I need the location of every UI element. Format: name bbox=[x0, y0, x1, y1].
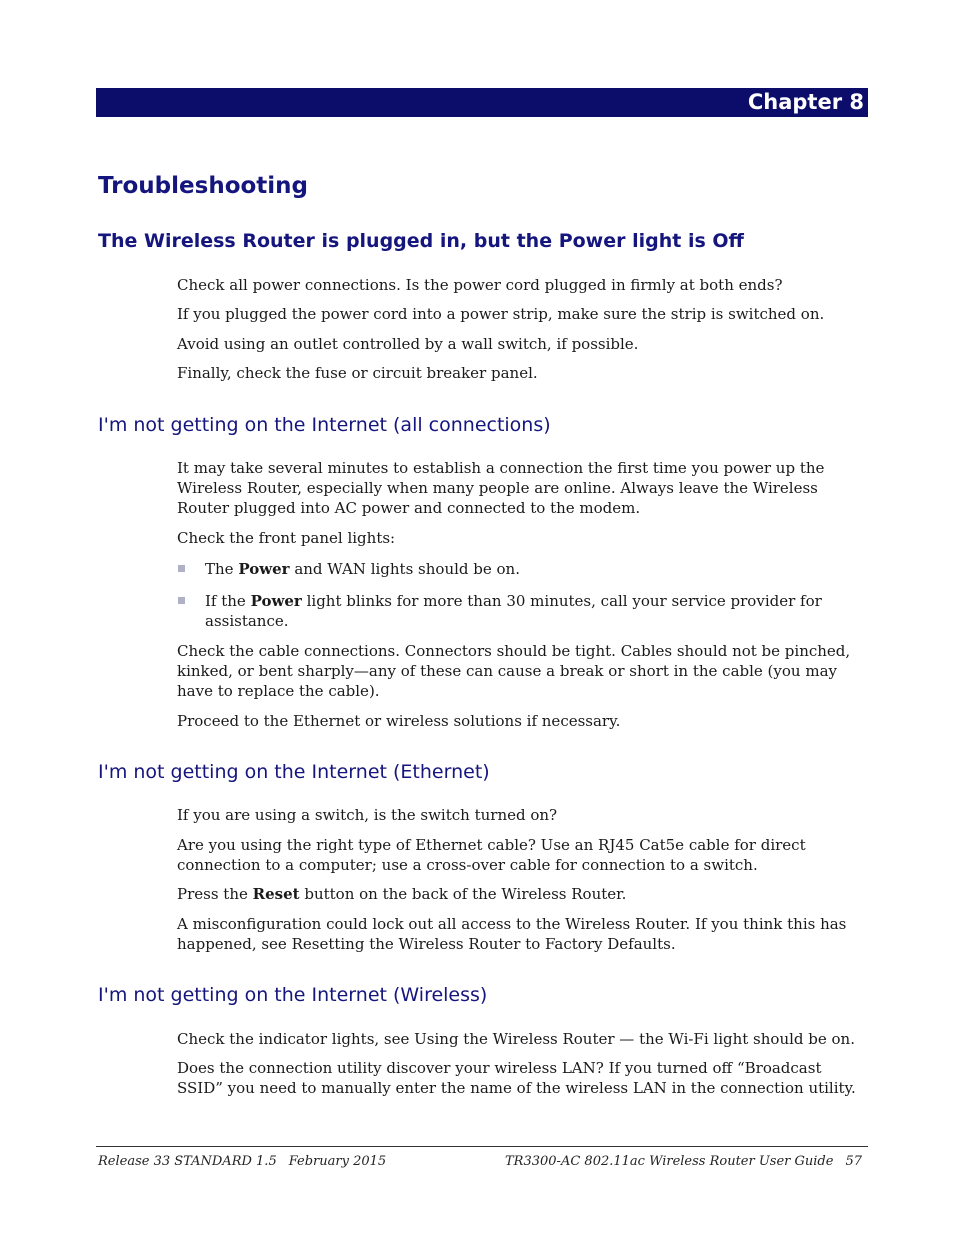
page-title: Troubleshooting bbox=[98, 173, 309, 199]
paragraph: Check the cable connections. Connectors should be tight. Cables should not be pinched, kinked, or bent sharply—any of these can cause a break or short in the cable (you may have to replace the cable). bbox=[177, 642, 851, 700]
section-heading-power-light: The Wireless Router is plugged in, but the Power light is Off bbox=[98, 230, 744, 252]
paragraph: Are you using the right type of Ethernet cable? Use an RJ45 Cat5e cable for direct connection to a computer; use a cross-over cable for connection to a switch. bbox=[177, 836, 806, 874]
chapter-label: Chapter 8 bbox=[747, 90, 864, 114]
section-heading-wireless: I'm not getting on the Internet (Wireless) bbox=[98, 984, 488, 1006]
paragraph: Avoid using an outlet controlled by a wall switch, if possible. bbox=[177, 335, 639, 353]
paragraph: Press the Reset button on the back of the Wireless Router. bbox=[177, 885, 627, 903]
footer-release: Release 33 STANDARD 1.5 February 2015 bbox=[98, 1154, 387, 1169]
paragraph: Check the front panel lights: bbox=[177, 529, 396, 547]
footer-divider bbox=[96, 1146, 868, 1147]
paragraph: It may take several minutes to establish a connection the first time you power up the Wireless Router, especially when many people are online. Always leave the Wireless Router plugged into AC power and connected to the modem. bbox=[177, 459, 825, 517]
paragraph: If you are using a switch, is the switch turned on? bbox=[177, 806, 558, 824]
section-heading-all-connections: I'm not getting on the Internet (all connections) bbox=[98, 414, 551, 436]
list-item: If the Power light blinks for more than 30 minutes, call your service provider for assistance. bbox=[177, 591, 867, 631]
footer-guide: TR3300-AC 802.11ac Wireless Router User Guide 57 bbox=[505, 1154, 862, 1169]
chapter-banner bbox=[96, 88, 868, 117]
section-heading-ethernet: I'm not getting on the Internet (Ethernet) bbox=[98, 761, 490, 783]
paragraph: Check the indicator lights, see Using the Wireless Router — the Wi-Fi light should be on. bbox=[177, 1030, 855, 1048]
page-number: 57 bbox=[845, 1154, 862, 1169]
paragraph: Finally, check the fuse or circuit breaker panel. bbox=[177, 364, 538, 382]
bullet-square-icon bbox=[178, 565, 185, 572]
paragraph: Proceed to the Ethernet or wireless solutions if necessary. bbox=[177, 712, 621, 730]
paragraph: Does the connection utility discover your wireless LAN? If you turned off “Broadcast SSID” you need to manually enter the name of the wireless LAN in the connection utility. bbox=[177, 1059, 856, 1097]
paragraph: If you plugged the power cord into a power strip, make sure the strip is switched on. bbox=[177, 305, 825, 323]
paragraph: Check all power connections. Is the power cord plugged in firmly at both ends? bbox=[177, 276, 783, 294]
list-item: The Power and WAN lights should be on. bbox=[177, 559, 867, 579]
bullet-square-icon bbox=[178, 597, 185, 604]
paragraph: A misconfiguration could lock out all access to the Wireless Router. If you think this has happened, see Resetting the Wireless Router to Factory Defaults. bbox=[177, 915, 847, 953]
